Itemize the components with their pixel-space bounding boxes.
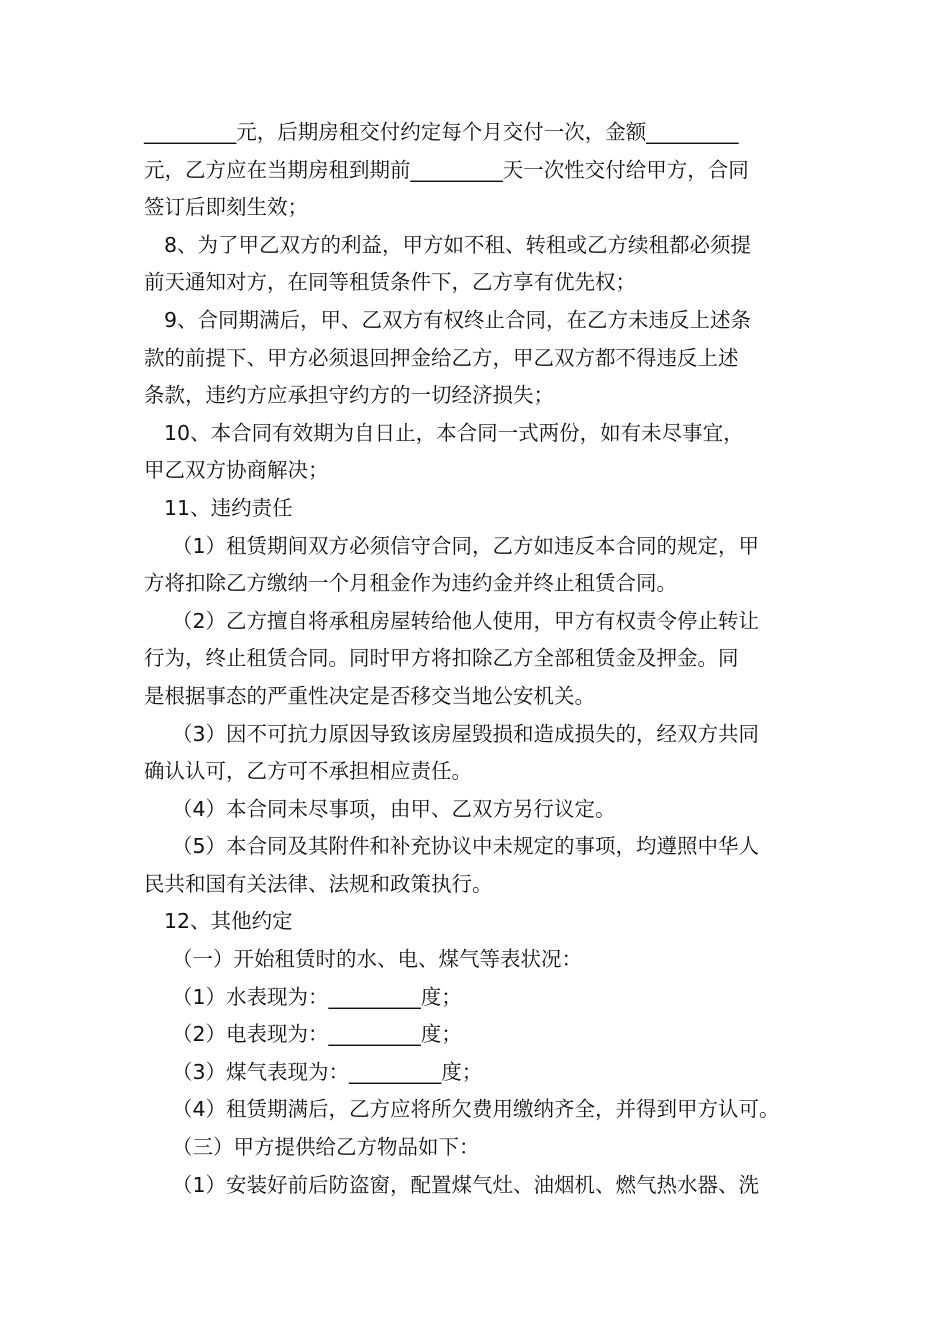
contract-text bbox=[144, 114, 812, 1204]
text-line: 确认认可，乙方可不承担相应责任。 bbox=[144, 759, 472, 784]
text-line: 条款，违约方应承担守约方的一切经济损失； bbox=[144, 383, 554, 408]
text-line: 元，乙方应在当期房租到期前_________天一次性交付给甲方，合同 bbox=[144, 157, 749, 182]
clause-12-heading: 12、其他约定 bbox=[164, 909, 293, 934]
clause-12-c-1: （1）安装好前后防盗窗，配置煤气灶、油烟机、燃气热水器、洗 bbox=[172, 1172, 760, 1197]
clause-12-a: （一）开始租赁时的水、电、煤气等表状况： bbox=[172, 947, 582, 972]
text-line: 前天通知对方，在同等租赁条件下，乙方享有优先权； bbox=[144, 270, 636, 295]
clause-8: 8、为了甲乙双方的利益，甲方如不租、转租或乙方续租都必须提 bbox=[164, 232, 752, 257]
clause-11-5: （5）本合同及其附件和补充协议中未规定的事项，均遵照中华人 bbox=[172, 834, 760, 859]
clause-12-a-4: （4）租赁期满后，乙方应将所欠费用缴纳齐全，并得到甲方认可。 bbox=[172, 1097, 780, 1122]
text-line: _________元，后期房租交付约定每个月交付一次，金额_________ bbox=[144, 120, 739, 144]
clause-11-3: （3）因不可抗力原因导致该房屋毁损和造成损失的，经双方共同 bbox=[172, 721, 760, 746]
text-line: 款的前提下、甲方必须退回押金给乙方，甲乙双方都不得违反上述 bbox=[144, 345, 739, 370]
gas-meter-line: （3）煤气表现为：_________度； bbox=[172, 1059, 483, 1084]
text-line: 方将扣除乙方缴纳一个月租金作为违约金并终止租赁合同。 bbox=[144, 571, 677, 596]
text-line: 民共和国有关法律、法规和政策执行。 bbox=[144, 871, 493, 896]
clause-11-heading: 11、违约责任 bbox=[164, 495, 293, 520]
text-line: 是根据事态的严重性决定是否移交当地公安机关。 bbox=[144, 683, 595, 708]
clause-12-c: （三）甲方提供给乙方物品如下： bbox=[172, 1135, 480, 1160]
electric-meter-line: （2）电表现为：_________度； bbox=[172, 1022, 462, 1047]
text-line: 签订后即刻生效； bbox=[144, 195, 308, 220]
clause-11-1: （1）租赁期间双方必须信守合同，乙方如违反本合同的规定，甲 bbox=[172, 533, 760, 558]
text-line: 行为，终止租赁合同。同时甲方将扣除乙方全部租赁金及押金。同 bbox=[144, 646, 739, 671]
clause-11-4: （4）本合同未尽事项，由甲、乙双方另行议定。 bbox=[172, 796, 616, 821]
text-line: 甲乙双方协商解决； bbox=[144, 458, 329, 483]
clause-11-2: （2）乙方擅自将承租房屋转给他人使用，甲方有权责令停止转让 bbox=[172, 608, 760, 633]
clause-10: 10、本合同有效期为自日止，本合同一式两份，如有未尽事宜， bbox=[164, 420, 744, 445]
clause-9: 9、合同期满后，甲、乙双方有权终止合同，在乙方未违反上述条 bbox=[164, 307, 752, 332]
water-meter-line: （1）水表现为：_________度； bbox=[172, 984, 462, 1009]
